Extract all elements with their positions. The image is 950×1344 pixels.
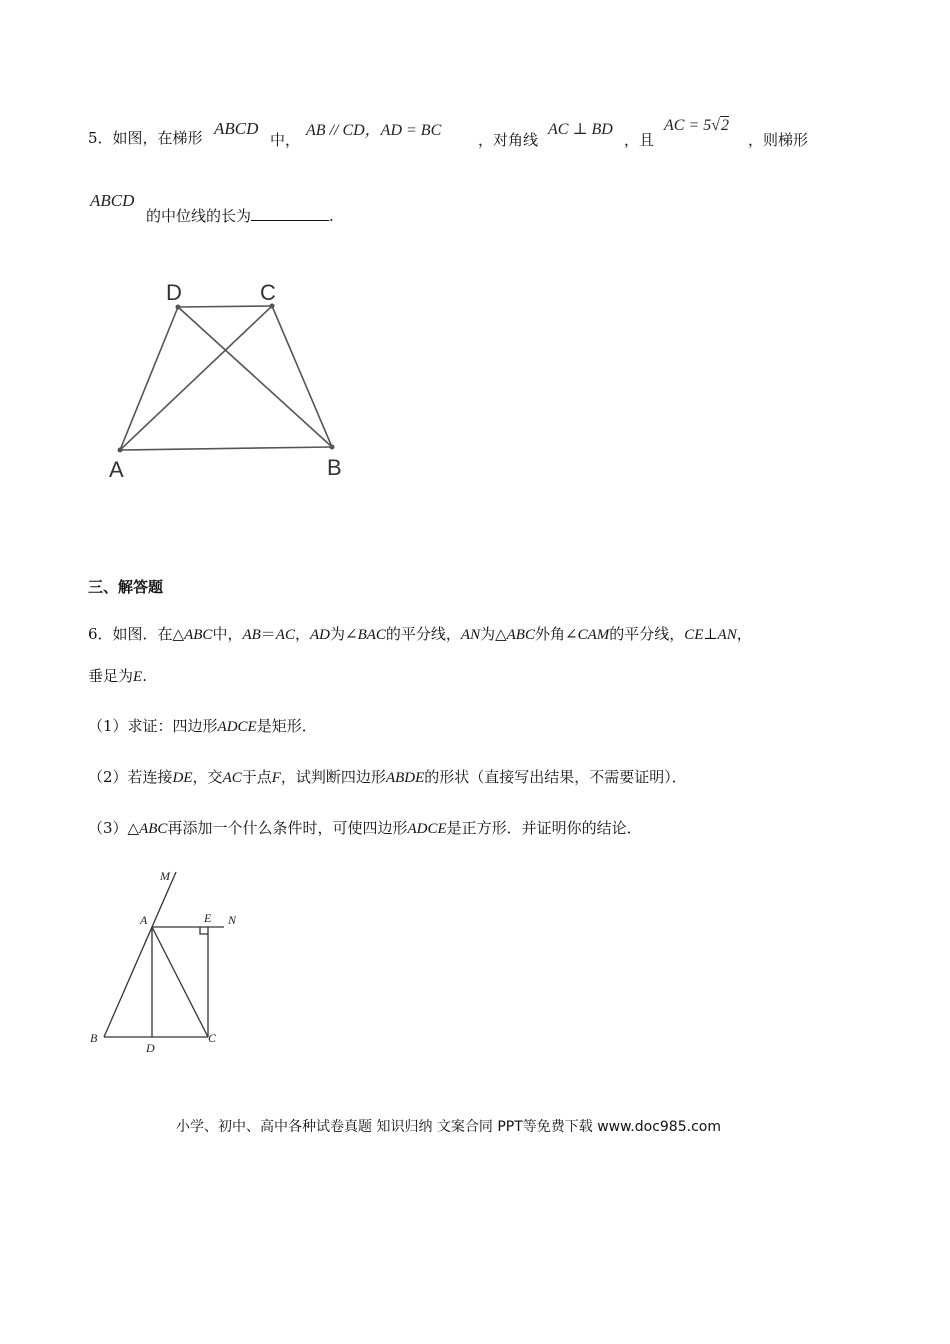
q5-line2 <box>146 206 334 226</box>
label-e: E <box>204 911 212 925</box>
q5-abcd-2: ABCD <box>90 191 135 210</box>
q5-ac-eq-text: AC = 5 <box>664 117 712 134</box>
footer-text: 小学、初中、高中各种试卷真题 知识归纳 文案合同 PPT等免费下载 www.doc985.com <box>176 1119 721 1135</box>
q5-number-text: 5．如图，在梯形 <box>88 129 203 147</box>
q5-parallel-eq: AB // CD，AD = BC <box>306 122 442 139</box>
label-c: C <box>208 1031 217 1045</box>
q6-part3: （3）△ABC再添加一个什么条件时，可使四边形ADCE是正方形．并证明你的结论． <box>88 819 642 837</box>
side-dc <box>178 306 272 307</box>
q6-line2: 垂足为E. <box>88 667 147 685</box>
sqrt-sign: √ <box>711 117 721 134</box>
q6-part1: （1）求证：四边形ADCE是矩形． <box>88 717 317 735</box>
label-b: B <box>327 455 342 480</box>
side-ad <box>120 307 178 450</box>
q5-tail: ，则梯形 <box>748 131 809 149</box>
label-m: M <box>160 869 170 883</box>
q5-mid: 中， <box>270 131 301 149</box>
triangle-rectangle-figure <box>84 862 254 1062</box>
q5-diagonal-label: ，对角线 <box>478 131 539 149</box>
trapezoid-figure <box>100 275 360 485</box>
label-a: A <box>140 913 148 927</box>
q5-sqrt-value: 2 <box>721 117 730 134</box>
section-title: 三、解答题 <box>88 578 164 596</box>
side-cb <box>272 306 332 447</box>
q5-end: . <box>329 207 334 225</box>
q5-perp: AC ⊥ BD <box>548 121 613 138</box>
side-ac <box>152 927 208 1037</box>
q6-line1: 6．如图．在△ABC中，AB＝AC，AD为∠BAC的平分线，AN为△ABC外角∠CAM的平分线，CE⊥AN， <box>88 625 752 643</box>
ray-am <box>104 872 176 1037</box>
side-ab <box>120 447 332 450</box>
diagonal-ac <box>120 306 272 450</box>
label-a: A <box>109 457 124 482</box>
q5-abcd: ABCD <box>214 119 259 138</box>
label-d: D <box>166 280 182 305</box>
label-b: B <box>90 1031 98 1045</box>
q5-ac-eq <box>664 117 729 135</box>
label-n: N <box>228 913 237 927</box>
label-d: D <box>146 1041 155 1055</box>
right-angle-mark <box>200 927 208 934</box>
q5-line1 <box>88 128 203 148</box>
q5-line2-text: 的中位线的长为 <box>146 207 252 225</box>
diagonal-bd <box>178 307 332 447</box>
label-c: C <box>260 280 276 305</box>
q5-qie: ，且 <box>624 131 655 149</box>
answer-blank[interactable] <box>251 206 329 221</box>
q6-part2: （2）若连接DE，交AC于点F，试判断四边形ABDE的形状（直接写出结果，不需要证明）． <box>88 768 687 786</box>
